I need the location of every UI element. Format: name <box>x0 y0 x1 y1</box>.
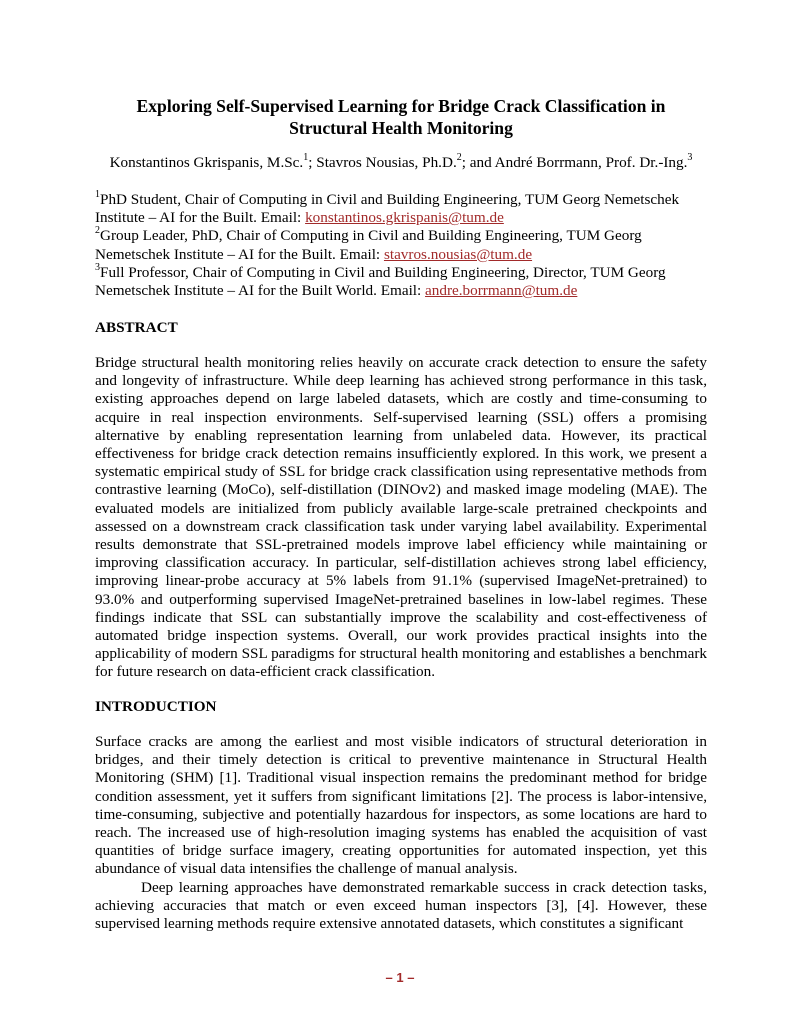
title-line-2: Structural Health Monitoring <box>289 118 513 138</box>
affiliation-text: Group Leader, PhD, Chair of Computing in Civil and Building Engineering, TUM Georg Nemetschek Institute – AI for the Built. Email: <box>95 227 642 263</box>
abstract-text: Bridge structural health monitoring relies heavily on accurate crack detection to ensure the safety and longevity of infrastructure. While deep learning has achieved strong performance in this task, existing approaches depend on large labeled datasets, which are costly and time-consuming to acquire in real inspection environments. Self-supervised learning (SSL) offers a promising alternative by enabling representation learning from unlabeled data. However, its practical effectiveness for bridge crack detection remains insufficiently explored. In this work, we present a systematic empirical study of SSL for bridge crack classification using representative methods from contrastive learning (MoCo), self-distillation (DINOv2) and masked image modeling (MAE). The evaluated models are initialized from publicly available large-scale pretrained checkpoints and assessed on a downstream crack classification task under varying label availability. Experimental results demonstrate that SSL-pretrained models improve label efficiency while maintaining or improving classification accuracy. In particular, self-distillation achieves strong label efficiency, improving linear-probe accuracy at 5% labels from 91.1% (supervised ImageNet-pretrained) to 93.0% and outperforming supervised ImageNet-pretrained baselines in low-label regimes. These findings indicate that SSL can substantially improve the scalability and cost-effectiveness of automated bridge inspection systems. Overall, our work provides practical insights into the applicability of modern SSL paradigms for structural health monitoring and establishes a benchmark for future research on data-efficient crack classification. <box>95 354 707 681</box>
paper-title <box>95 95 707 139</box>
author-name: André Borrmann, Prof. Dr.-Ing. <box>494 154 688 171</box>
affiliation-text: Full Professor, Chair of Computing in Civil and Building Engineering, Director, TUM Georg Nemetschek Institute – AI for the Built World. Email: <box>95 263 666 300</box>
author-affiliation-marker: 3 <box>687 151 693 163</box>
author-name: Stavros Nousias, Ph.D. <box>316 154 457 171</box>
author-affiliation-marker: 1 <box>303 151 309 163</box>
affiliation-list <box>95 188 707 300</box>
author-separator: ; <box>308 154 317 171</box>
author-name: Konstantinos Gkrispanis, M.Sc. <box>109 154 304 171</box>
affiliation-3 <box>95 261 707 300</box>
author-list <box>95 153 707 172</box>
email-link[interactable]: stavros.nousias@tum.de <box>383 245 533 263</box>
title-line-1: Exploring Self-Supervised Learning for Bridge Crack Classification in <box>136 96 666 116</box>
affiliation-text: PhD Student, Chair of Computing in Civil and Building Engineering, TUM Georg Nemetschek Institute – AI for the Built. Email: <box>95 191 680 227</box>
author-separator: ; and <box>461 154 495 171</box>
affiliation-marker: 1 <box>95 188 100 200</box>
introduction-heading: INTRODUCTION <box>95 698 217 715</box>
affiliation-2 <box>95 227 707 263</box>
affiliation-marker: 3 <box>95 261 100 273</box>
page-number: – 1 – <box>385 970 415 985</box>
email-link[interactable]: konstantinos.gkrispanis@tum.de <box>305 209 504 227</box>
affiliation-marker: 2 <box>95 225 100 237</box>
introduction-paragraph-1: Surface cracks are among the earliest and most visible indicators of structural deterioration in bridges, and their timely detection is critical to preventive maintenance in Structural Health Monitoring (SHM) [1]. Traditional visual inspection remains the predominant method for bridge condition assessment, yet it suffers from significant limitations [2]. The process is labor-intensive, time-consuming, subjective and potentially hazardous for inspectors, as some locations are hard to reach. The increased use of high-resolution imaging systems has enabled the acquisition of vast quantities of bridge surface imagery, creating opportunities for automated inspection, yet this abundance of visual data intensifies the challenge of manual analysis. <box>95 733 707 878</box>
affiliation-1 <box>95 188 707 227</box>
email-link[interactable]: andre.borrmann@tum.de <box>425 282 578 300</box>
abstract-heading: ABSTRACT <box>95 319 178 336</box>
author-affiliation-marker: 2 <box>456 151 462 163</box>
introduction-paragraph-2: Deep learning approaches have demonstrated remarkable success in crack detection tasks, achieving accuracies that match or even exceed human inspectors [3], [4]. However, these supervised learning methods require extensive annotated datasets, which constitutes a significant <box>95 879 707 933</box>
